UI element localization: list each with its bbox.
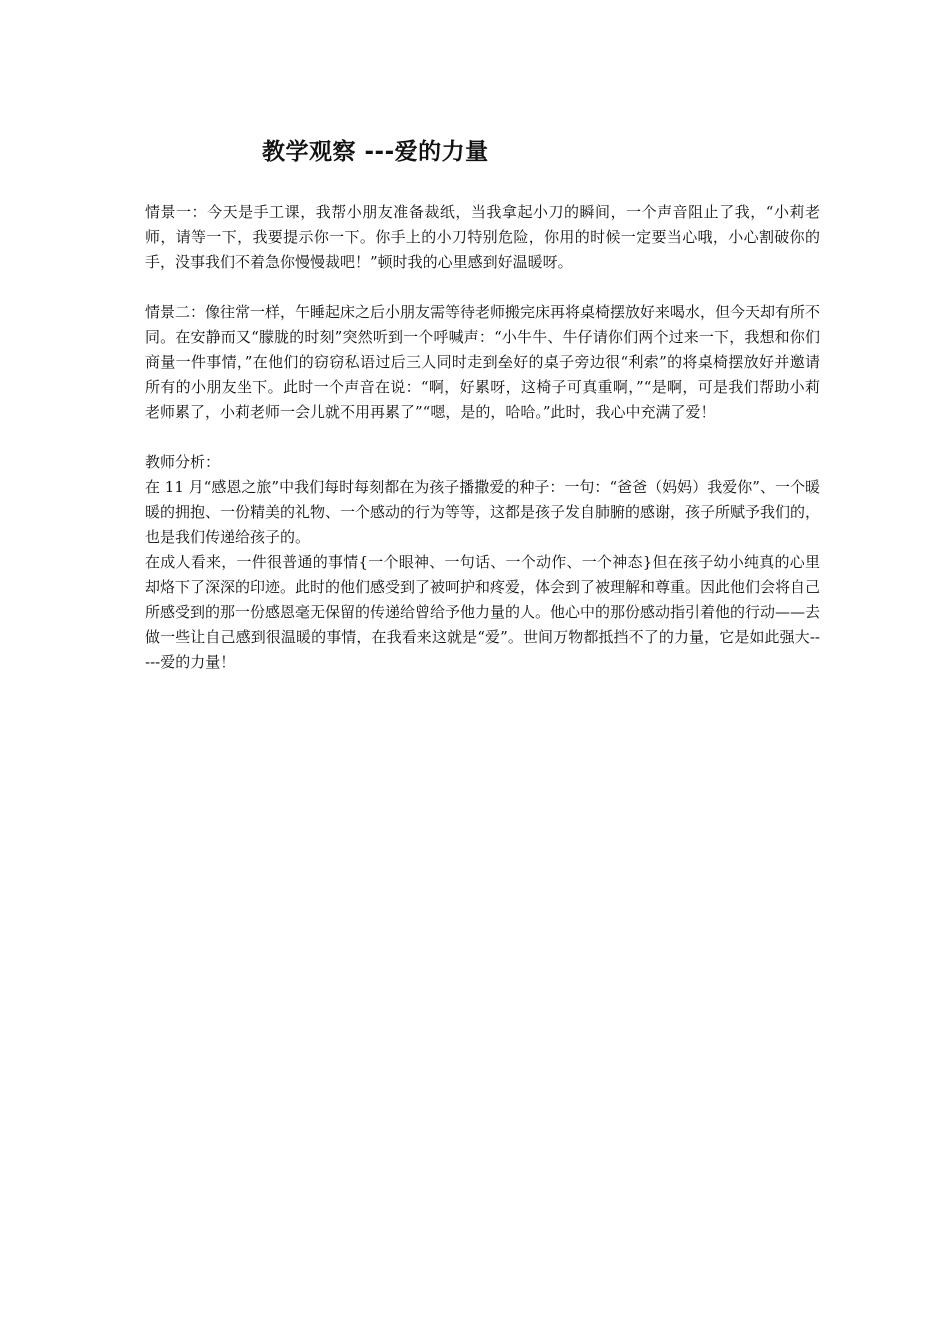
analysis-heading: 教师分析： [145, 453, 221, 471]
analysis-paragraph-two: 在成人看来，一件很普通的事情{一个眼神、一句话、一个动作、一个神态}但在孩子幼小纯真的心里却烙下了深深的印迹。此时的他们感受到了被呵护和疼爱，体会到了被理解和尊重。因此他们会将自己所感受到的那一份感恩毫无保留的传递给曾给予他力量的人。他心中的那份感动指引着他的行动——去做一些让自己感到很温暖的事情，在我看来这就是“爱”。世间万物都抵挡不了的力量，它是如此强大-----爱的力量！ [145, 553, 821, 671]
document-body [145, 200, 820, 675]
document-title: 教学观察 ---爱的力量 [262, 139, 489, 165]
scene-one-paragraph: 情景一：今天是手工课，我帮小朋友准备裁纸，当我拿起小刀的瞬间，一个声音阻止了我，“小莉老师，请等一下，我要提示你一下。你手上的小刀特别危险，你用的时候一定要当心哦，小心割破你的手，没事我们不着急你慢慢裁吧！”顿时我的心里感到好温暖呀。 [145, 203, 820, 271]
scene-two-paragraph: 情景二：像往常一样，午睡起床之后小朋友需等待老师搬完床再将桌椅摆放好来喝水，但今天却有所不同。在安静而又“朦胧的时刻”突然听到一个呼喊声：“小牛牛、牛仔请你们两个过来一下，我想和你们商量一件事情，”在他们的窃窃私语过后三人同时走到垒好的桌子旁边很“利索”的将桌椅摆放好并邀请所有的小朋友坐下。此时一个声音在说：“啊，好累呀，这椅子可真重啊，”“是啊，可是我们帮助小莉老师累了，小莉老师一会儿就不用再累了”“嗯，是的，哈哈。”此时，我心中充满了爱！ [145, 303, 821, 421]
paragraph-spacer [145, 425, 820, 450]
paragraph-spacer [145, 275, 820, 300]
analysis-paragraph-one: 在 11 月“感恩之旅”中我们每时每刻都在为孩子播撒爱的种子：一句：“爸爸（妈妈）我爱你”、一个暖暖的拥抱、一份精美的礼物、一个感动的行为等等，这都是孩子发自肺腑的感谢，孩子所赋予我们的，也是我们传递给孩子的。 [145, 478, 821, 546]
